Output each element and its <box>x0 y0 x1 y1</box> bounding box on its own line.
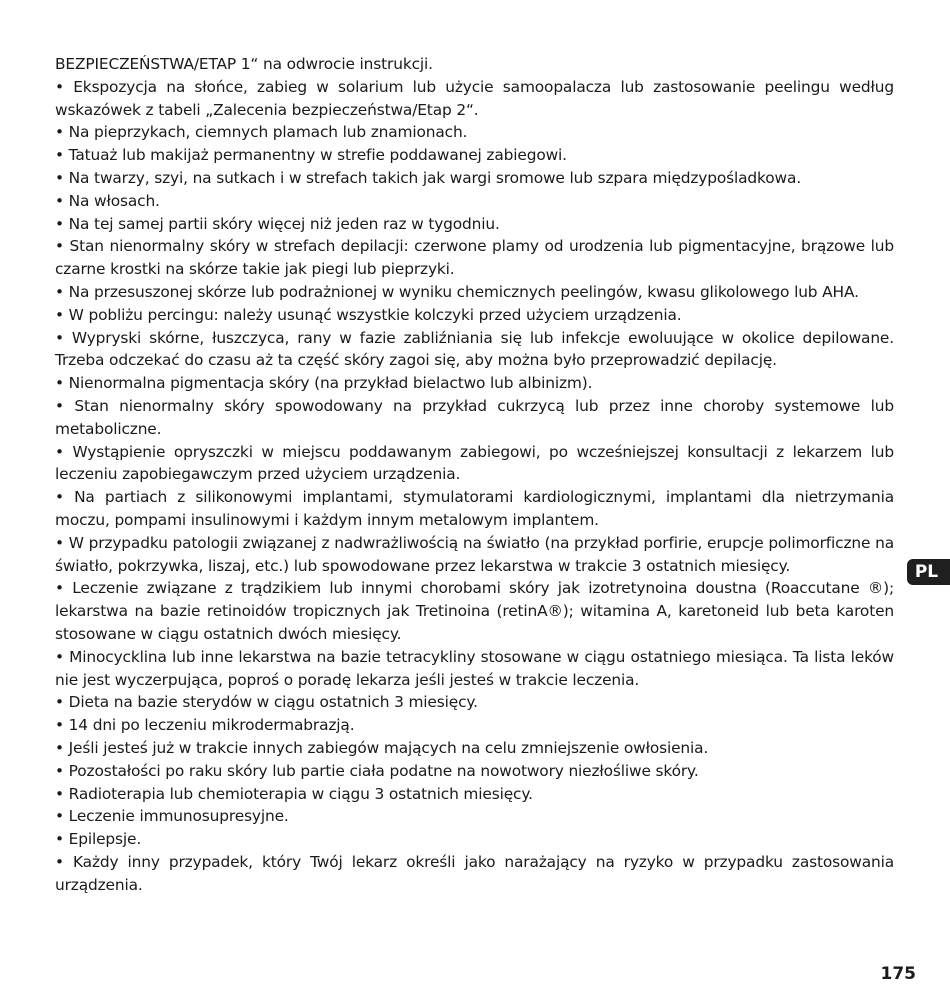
bullet-item: • Minocycklina lub inne lekarstwa na bazie tetracykliny stosowane w ciągu ostatniego miesiąca. Ta lista leków nie jest wyczerpująca, poproś o poradę lekarza jeśli jesteś w trakcie leczenia. <box>55 647 894 689</box>
bullet-item: • Dieta na bazie sterydów w ciągu ostatnich 3 miesięcy. <box>55 693 478 712</box>
bullet-item: • W pobliżu percingu: należy usunąć wszystkie kolczyki przed użyciem urządzenia. <box>55 305 682 324</box>
bullet-item: • Leczenie immunosupresyjne. <box>55 807 289 826</box>
bullet-item: • Epilepsje. <box>55 830 142 849</box>
bullet-item: • Na przesuszonej skórze lub podrażnionej w wyniku chemicznych peelingów, kwasu glikolowego lub AHA. <box>55 282 859 301</box>
bullet-item: • Nienormalna pigmentacja skóry (na przykład bielactwo lub albinizm). <box>55 374 593 393</box>
bullet-item: • Tatuaż lub makijaż permanentny w strefie poddawanej zabiegowi. <box>55 146 567 165</box>
bullet-item: • Ekspozycja na słońce, zabieg w solarium lub użycie samoopalacza lub zastosowanie peelingu według wskazówek z tabeli „Zalecenia bezpieczeństwa/Etap 2“. <box>55 77 894 119</box>
bullet-item: • Stan nienormalny skóry spowodowany na przykład cukrzycą lub przez inne choroby systemowe lub metaboliczne. <box>55 396 894 438</box>
bullet-item: • Wystąpienie opryszczki w miejscu poddawanym zabiegowi, po wcześniejszej konsultacji z lekarzem lub leczeniu zapobiegawczym przed użyciem urządzenia. <box>55 442 894 484</box>
bullet-item: • Stan nienormalny skóry w strefach depilacji: czerwone plamy od urodzenia lub pigmentacyjne, brązowe lub czarne krostki na skórze takie jak piegi lub pieprzyki. <box>55 237 894 279</box>
language-tab: PL <box>907 559 950 585</box>
bullet-item: • Na partiach z silikonowymi implantami, stymulatorami kardiologicznymi, implantami dla nietrzymania moczu, pompami insulinowymi i każdym innym metalowym implantem. <box>55 488 894 529</box>
bullet-item: • 14 dni po leczeniu mikrodermabrazją. <box>55 716 355 735</box>
bullet-item: • Na włosach. <box>55 191 160 210</box>
bullet-item: • Na tej samej partii skóry więcej niż jeden raz w tygodniu. <box>55 214 500 233</box>
bullet-item: • Na pieprzykach, ciemnych plamach lub znamionach. <box>55 123 468 142</box>
page-number: 175 <box>880 964 916 984</box>
bullet-item: • Na twarzy, szyi, na sutkach i w strefach takich jak wargi sromowe lub szpara międzypośladkowa. <box>55 168 801 187</box>
bullet-item: • Radioterapia lub chemioterapia w ciągu 3 ostatnich miesięcy. <box>55 784 533 803</box>
text-line: BEZPIECZEŃSTWA/ETAP 1“ na odwrocie instrukcji. <box>55 55 433 73</box>
bullet-item: • W przypadku patologii związanej z nadwrażliwością na światło (na przykład porfirie, erupcje polimorficzne na światło, pokrzywka, liszaj, etc.) lub spowodowane przez lekarstwa w trakcie 3 ostatnich miesięcy. <box>55 533 894 575</box>
bullet-item: • Pozostałości po raku skóry lub partie ciała podatne na nowotwory niezłośliwe skóry. <box>55 761 699 780</box>
bullet-item: • Jeśli jesteś już w trakcie innych zabiegów mających na celu zmniejszenie owłosienia. <box>55 738 709 757</box>
document-body <box>55 53 894 896</box>
bullet-item: • Leczenie związane z trądzikiem lub innymi chorobami skóry jak izotretynoina doustna (Roaccutane ®); lekarstwa na bazie retinoidów tropicznych jak Tretinoina (retinA®); witamina A, karetoneid lub beta karoten stosowane w ciągu ostatnich dwóch miesięcy. <box>55 579 894 643</box>
bullet-item: • Wypryski skórne, łuszczyca, rany w fazie zabliźniania się lub infekcje ewoluujące w okolice depilowane. Trzeba odczekać do czasu aż ta część skóry zagoi się, aby można było przeprowadzić depilację. <box>55 328 894 370</box>
bullet-item: • Każdy inny przypadek, który Twój lekarz określi jako narażający na ryzyko w przypadku zastosowania urządzenia. <box>55 852 894 894</box>
